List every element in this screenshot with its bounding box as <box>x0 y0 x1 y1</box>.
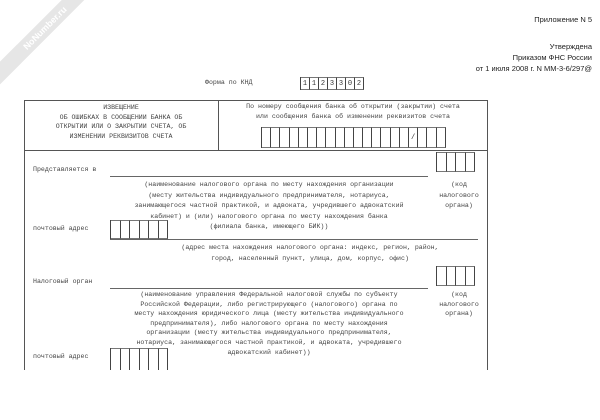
knd-code-cells <box>300 77 364 90</box>
postal-index-cells[interactable] <box>110 220 168 239</box>
cell[interactable] <box>271 127 280 148</box>
cell[interactable] <box>121 220 131 239</box>
cell[interactable] <box>140 348 150 370</box>
cell: 2 <box>319 77 328 90</box>
caption-line: органа) <box>445 310 473 318</box>
submitted-to-input[interactable] <box>110 176 428 177</box>
cell[interactable] <box>437 152 447 172</box>
cell: 0 <box>346 77 355 90</box>
cell[interactable] <box>381 127 390 148</box>
cell[interactable] <box>130 220 140 239</box>
cell[interactable] <box>391 127 400 148</box>
cell[interactable] <box>456 152 466 172</box>
caption-line: предпринимателя), либо налогового органа по месту нахождения <box>150 319 388 327</box>
caption-line: занимающегося частной практикой, и адвоката, учредившего адвокатский <box>134 202 404 209</box>
cell[interactable] <box>149 220 159 239</box>
submitted-to-label: Представляется в <box>33 166 97 173</box>
postal-address-caption <box>150 243 470 264</box>
message-number-cells[interactable] <box>261 127 446 148</box>
cell: 2 <box>355 77 364 90</box>
order-date: от 1 июля 2008 г. N ММ-3-6/297@ <box>475 64 592 73</box>
cell[interactable] <box>317 127 326 148</box>
cell[interactable] <box>130 348 140 370</box>
caption-line: (код <box>451 291 467 298</box>
cell[interactable] <box>447 266 457 286</box>
cell: 1 <box>310 77 319 90</box>
cell[interactable] <box>140 220 150 239</box>
postal-index-cells[interactable] <box>110 348 168 370</box>
cell[interactable] <box>427 127 436 148</box>
title-line: ОБ ОШИБКАХ В СООБЩЕНИИ БАНКА ОБ <box>59 113 183 121</box>
cell[interactable] <box>280 127 289 148</box>
postal-address-input[interactable] <box>110 239 478 240</box>
tax-authority-code-cells[interactable] <box>436 266 475 286</box>
header-bottom-border <box>24 150 488 151</box>
caption-line: или сообщения банка об изменении реквизитов счета <box>256 113 450 120</box>
cell[interactable] <box>456 266 466 286</box>
appendix-label: Приложение N 5 <box>534 15 592 24</box>
cell[interactable] <box>111 220 121 239</box>
cell[interactable] <box>466 152 476 172</box>
caption-line: (адрес места нахождения налогового органа: индекс, регион, район, <box>181 244 439 251</box>
cell[interactable] <box>299 127 308 148</box>
cell[interactable] <box>111 348 121 370</box>
tax-office-code-cells[interactable] <box>436 152 475 172</box>
code-caption <box>432 180 486 212</box>
table-right-border <box>487 100 488 370</box>
caption-line: (код <box>451 181 467 188</box>
cell[interactable] <box>363 127 372 148</box>
caption-line: налогового <box>439 300 479 308</box>
cell[interactable] <box>308 127 317 148</box>
cell: 1 <box>301 77 310 90</box>
cell[interactable] <box>336 127 345 148</box>
caption-line: адвокатский кабинет)) <box>227 348 311 356</box>
caption-line: нотариуса, занимающегося частной практикой, и адвоката, учредившего <box>136 338 402 346</box>
cell[interactable] <box>290 127 299 148</box>
order-label: Приказом ФНС России <box>512 53 592 62</box>
cell[interactable] <box>262 127 271 148</box>
caption-line: налогового <box>439 191 479 199</box>
message-number-caption <box>219 102 487 122</box>
cell[interactable] <box>149 348 159 370</box>
tax-authority-label: Налоговый орган <box>33 278 93 285</box>
cell: 3 <box>328 77 337 90</box>
caption-line: (месту жительства индивидуального предпринимателя, нотариуса, <box>148 191 390 199</box>
cell[interactable] <box>437 127 446 148</box>
cell[interactable] <box>326 127 335 148</box>
caption-line: органа) <box>445 202 473 209</box>
tax-authority-input[interactable] <box>110 288 428 289</box>
title-line: ИЗВЕЩЕНИЕ <box>103 104 139 111</box>
caption-line: По номеру сообщения банка об открытии (закрытии) счета <box>246 103 460 110</box>
form-title <box>24 103 218 141</box>
caption-line: месту нахождения юридического лица (месту жительства индивидуального <box>134 310 404 318</box>
cell[interactable] <box>354 127 363 148</box>
caption-line: (наименование управления Федеральной налоговой службы по субъекту <box>140 291 398 298</box>
caption-line: кабинет) и (или) налогового органа по месту нахождения банка <box>150 212 388 220</box>
caption-line: Российской Федерации, либо регистрирующего (налогового) органа по <box>140 300 398 308</box>
caption-line: организации (месту жительства индивидуального предпринимателя, <box>146 329 392 337</box>
watermark: NoNumber.ru <box>0 0 104 87</box>
postal-address-label: почтовый адрес <box>33 225 89 232</box>
title-line: ОТКРЫТИИ ИЛИ О ЗАКРЫТИИ СЧЕТА, ОБ <box>55 123 187 130</box>
title-line: ИЗМЕНЕНИИ РЕКВИЗИТОВ СЧЕТА <box>69 132 173 140</box>
cell[interactable] <box>447 152 457 172</box>
cell[interactable] <box>437 266 447 286</box>
caption-line: (филиала банка, имеющего БИК)) <box>209 223 329 230</box>
cell[interactable]: / <box>409 127 418 148</box>
cell[interactable] <box>121 348 131 370</box>
knd-label: Форма по КНД <box>205 79 253 86</box>
cell[interactable] <box>159 220 169 239</box>
table-top-border <box>24 100 488 101</box>
approval-block <box>476 41 592 74</box>
caption-line: (наименование налогового органа по месту нахождения организации <box>144 181 394 188</box>
cell[interactable] <box>345 127 354 148</box>
cell[interactable] <box>400 127 409 148</box>
cell[interactable] <box>372 127 381 148</box>
postal-address-label: почтовый адрес <box>33 353 89 360</box>
cell: 3 <box>337 77 346 90</box>
caption-line: город, населенный пункт, улица, дом, корпус, офис) <box>211 254 409 262</box>
approved-label: Утверждена <box>549 42 592 51</box>
cell[interactable] <box>466 266 476 286</box>
cell[interactable] <box>159 348 169 370</box>
cell[interactable] <box>418 127 427 148</box>
code-caption <box>432 290 486 319</box>
